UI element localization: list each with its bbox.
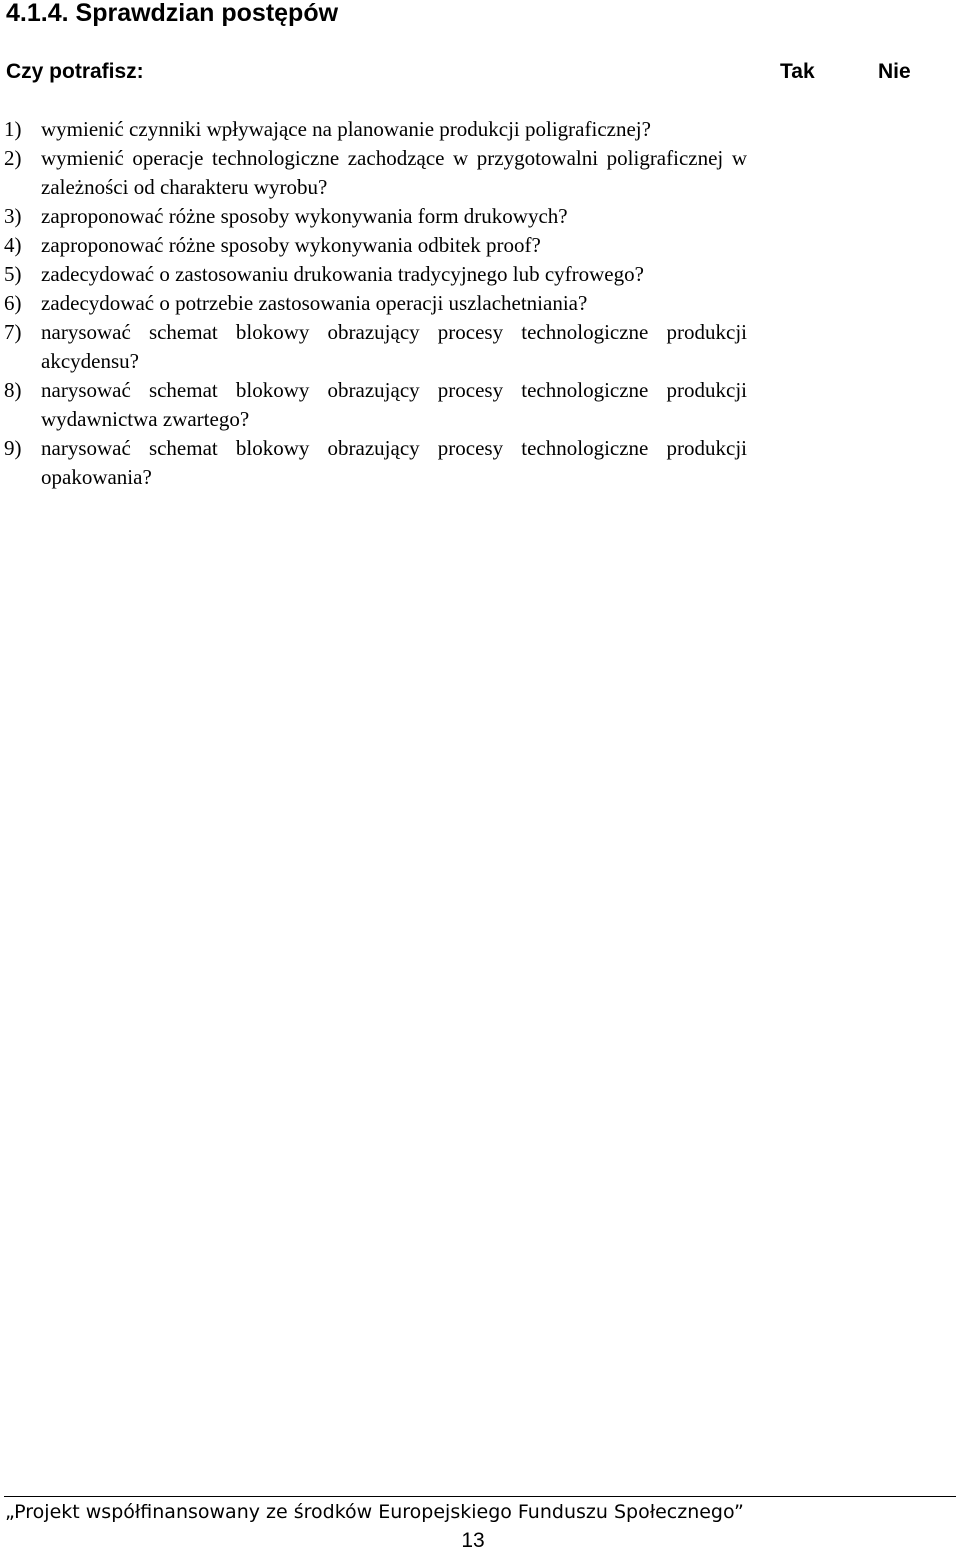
question-text: narysować schemat blokowy obrazujący procesy technologiczne produkcji akcydensu?: [41, 320, 747, 373]
question-number: 4): [4, 233, 22, 257]
section-heading: [6, 0, 338, 28]
page-number: 13: [461, 1529, 485, 1552]
question-item: [4, 434, 747, 492]
question-item: [4, 144, 747, 202]
question-text: zaproponować różne sposoby wykonywania form drukowych?: [41, 204, 568, 228]
question-item: [4, 231, 747, 260]
question-number: 7): [4, 320, 22, 344]
footer-funding-note: „Projekt współfinansowany ze środków Europejskiego Funduszu Społecznego”: [5, 1501, 744, 1523]
question-list: [4, 115, 747, 492]
question-number: 2): [4, 146, 22, 170]
question-text: zadecydować o potrzebie zastosowania operacji uszlachetniania?: [41, 291, 588, 315]
question-text: zaproponować różne sposoby wykonywania odbitek proof?: [41, 233, 541, 257]
question-item: [4, 260, 747, 289]
question-text: zadecydować o zastosowaniu drukowania tradycyjnego lub cyfrowego?: [41, 262, 644, 286]
section-number: 4.1.4.: [6, 0, 69, 27]
question-number: 3): [4, 204, 22, 228]
no-column-label: Nie: [878, 60, 911, 83]
question-text: wymienić czynniki wpływające na planowanie produkcji poligraficznej?: [41, 117, 651, 141]
footer-divider: [4, 1496, 956, 1497]
question-number: 8): [4, 378, 22, 402]
question-item: [4, 289, 747, 318]
question-number: 6): [4, 291, 22, 315]
yes-column-label: Tak: [780, 60, 815, 83]
question-text: narysować schemat blokowy obrazujący procesy technologiczne produkcji wydawnictwa zwartego?: [41, 378, 747, 431]
question-number: 5): [4, 262, 22, 286]
question-number: 1): [4, 117, 22, 141]
question-item: [4, 202, 747, 231]
question-item: [4, 376, 747, 434]
question-text: narysować schemat blokowy obrazujący procesy technologiczne produkcji opakowania?: [41, 436, 747, 489]
question-item: [4, 115, 747, 144]
question-number: 9): [4, 436, 22, 460]
question-text: wymienić operacje technologiczne zachodzące w przygotowalni poligraficznej w zależności od charakteru wyrobu?: [41, 146, 747, 199]
question-item: [4, 318, 747, 376]
section-title: Sprawdzian postępów: [75, 0, 339, 27]
question-column-label: Czy potrafisz:: [6, 60, 144, 83]
